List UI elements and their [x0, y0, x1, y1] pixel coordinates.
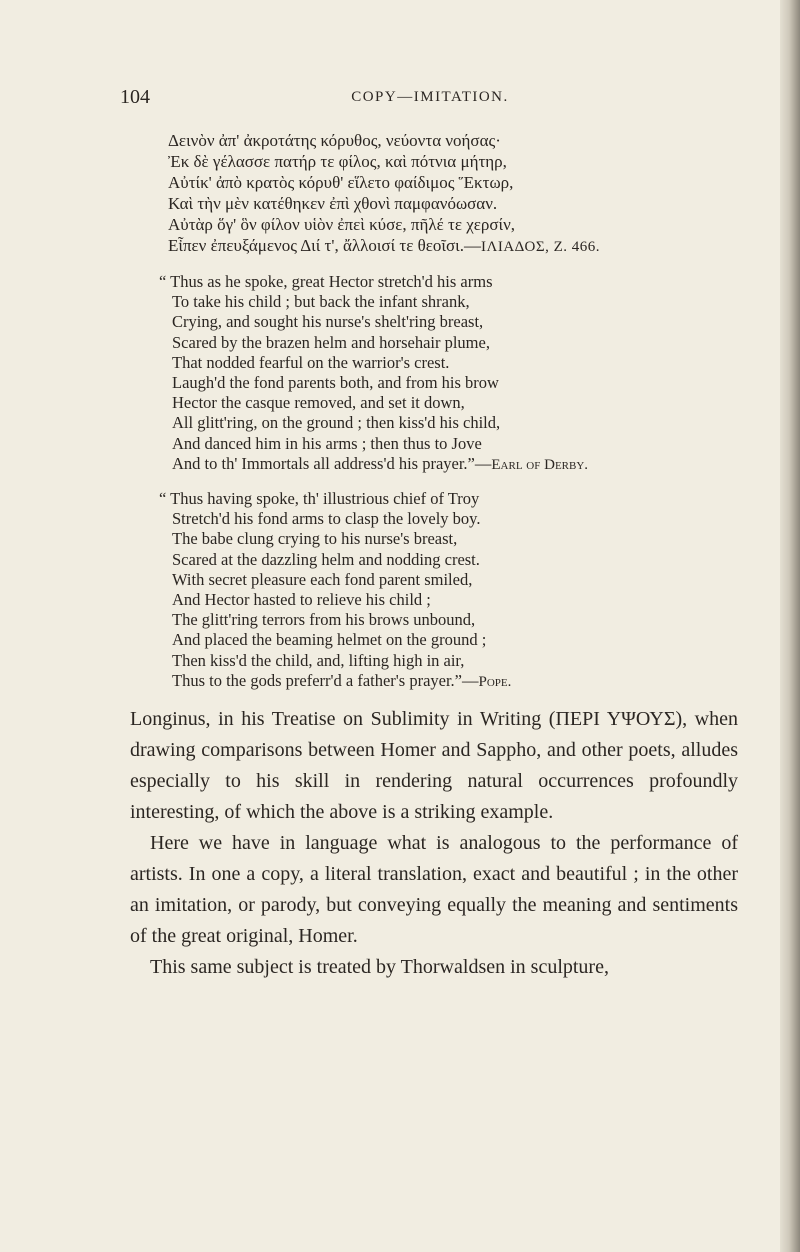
page-number: 104	[120, 86, 150, 108]
greek-line: Δεινὸν ἀπ' ἀκροτάτης κόρυθος, νεύοντα νοήσας·	[168, 131, 501, 150]
greek-quotation	[168, 130, 780, 258]
paragraph: Here we have in language what is analogous to the performance of artists. In one a copy, a literal translation, exact and beautiful ; in the other an imitation, or parody, but conveying equally the meaning and sentiments of the great original, Homer.	[130, 832, 738, 948]
greek-line: Ἐκ δὲ γέλασσε πατήρ τε φίλος, καὶ πότνια μήτηρ,	[168, 152, 507, 171]
greek-line-text: Εἶπεν ἐπευξάμενος Διί τ', ἄλλοισί τε θεοῖσι.—	[168, 236, 481, 255]
paragraph: Longinus, in his Treatise on Sublimity in Writing (ΠΕΡΙ ΥΨΟΥΣ), when drawing comparisons between Homer and Sappho, and other poets, alludes especially to his skill in rendering natural occurrences profoundly interesting, of which the above is a striking example.	[130, 708, 738, 824]
verse-line: And Hector hasted to relieve his child ;	[172, 590, 431, 610]
verse-line: “ Thus having spoke, th' illustrious chief of Troy	[159, 489, 480, 509]
verse-line: “ Thus as he spoke, great Hector stretch'd his arms	[159, 272, 493, 291]
greek-line: Αὐτὰρ ὅγ' ὃν φίλον υἱὸν ἐπεὶ κύσε, πῆλέ τε χερσίν,	[168, 215, 516, 234]
pope-attribution: Pope.	[478, 673, 512, 690]
verse-line: Crying, and sought his nurse's shelt'ring breast,	[172, 312, 484, 332]
verse-line: That nodded fearful on the warrior's crest.	[172, 352, 450, 372]
verse-line: Laugh'd the fond parents both, and from his brow	[172, 373, 499, 393]
paragraph: This same subject is treated by Thorwaldsen in sculpture,	[150, 956, 609, 979]
pope-translation	[159, 489, 780, 692]
running-title: COPY—IMITATION.	[351, 89, 509, 105]
running-head	[120, 86, 740, 116]
verse-line-text: And to th' Immortals all address'd his prayer.”—	[172, 453, 492, 473]
verse-line: Then kiss'd the child, and, lifting high in air,	[172, 650, 465, 670]
derby-translation	[159, 272, 780, 475]
verse-line: Scared by the brazen helm and horsehair plume,	[172, 332, 490, 352]
verse-line: Hector the casque removed, and set it down,	[172, 393, 465, 413]
verse-line: With secret pleasure each fond parent smiled,	[172, 569, 473, 589]
derby-attribution: Earl of Derby.	[491, 456, 589, 473]
page-body	[0, 130, 780, 983]
verse-line: And danced him in his arms ; then thus to Jove	[172, 433, 482, 453]
commentary	[130, 704, 738, 983]
verse-line	[172, 454, 780, 475]
greek-line: Καὶ τὴν μὲν κατέθηκεν ἐπὶ χθονὶ παμφανόωσαν.	[168, 194, 498, 213]
greek-line	[168, 235, 780, 258]
verse-line	[172, 671, 780, 692]
verse-line: Scared at the dazzling helm and nodding crest.	[172, 549, 480, 569]
page-edge-shadow	[780, 0, 800, 1252]
verse-line: And placed the beaming helmet on the ground ;	[172, 630, 487, 650]
greek-line: Αὐτίκ' ἀπὸ κρατὸς κόρυθ' εἵλετο φαίδιμος Ἕκτωρ,	[168, 173, 514, 192]
verse-line: The babe clung crying to his nurse's breast,	[172, 529, 458, 549]
verse-line-text: Thus to the gods preferr'd a father's prayer.”—	[172, 670, 479, 690]
verse-line: Stretch'd his fond arms to clasp the lovely boy.	[172, 509, 481, 529]
verse-line: To take his child ; but back the infant shrank,	[172, 292, 470, 312]
greek-source-citation: ΙΛΙΑΔΟΣ, Ζ. 466.	[480, 239, 601, 255]
verse-line: All glitt'ring, on the ground ; then kiss'd his child,	[172, 413, 501, 433]
verse-line: The glitt'ring terrors from his brows unbound,	[172, 610, 476, 630]
